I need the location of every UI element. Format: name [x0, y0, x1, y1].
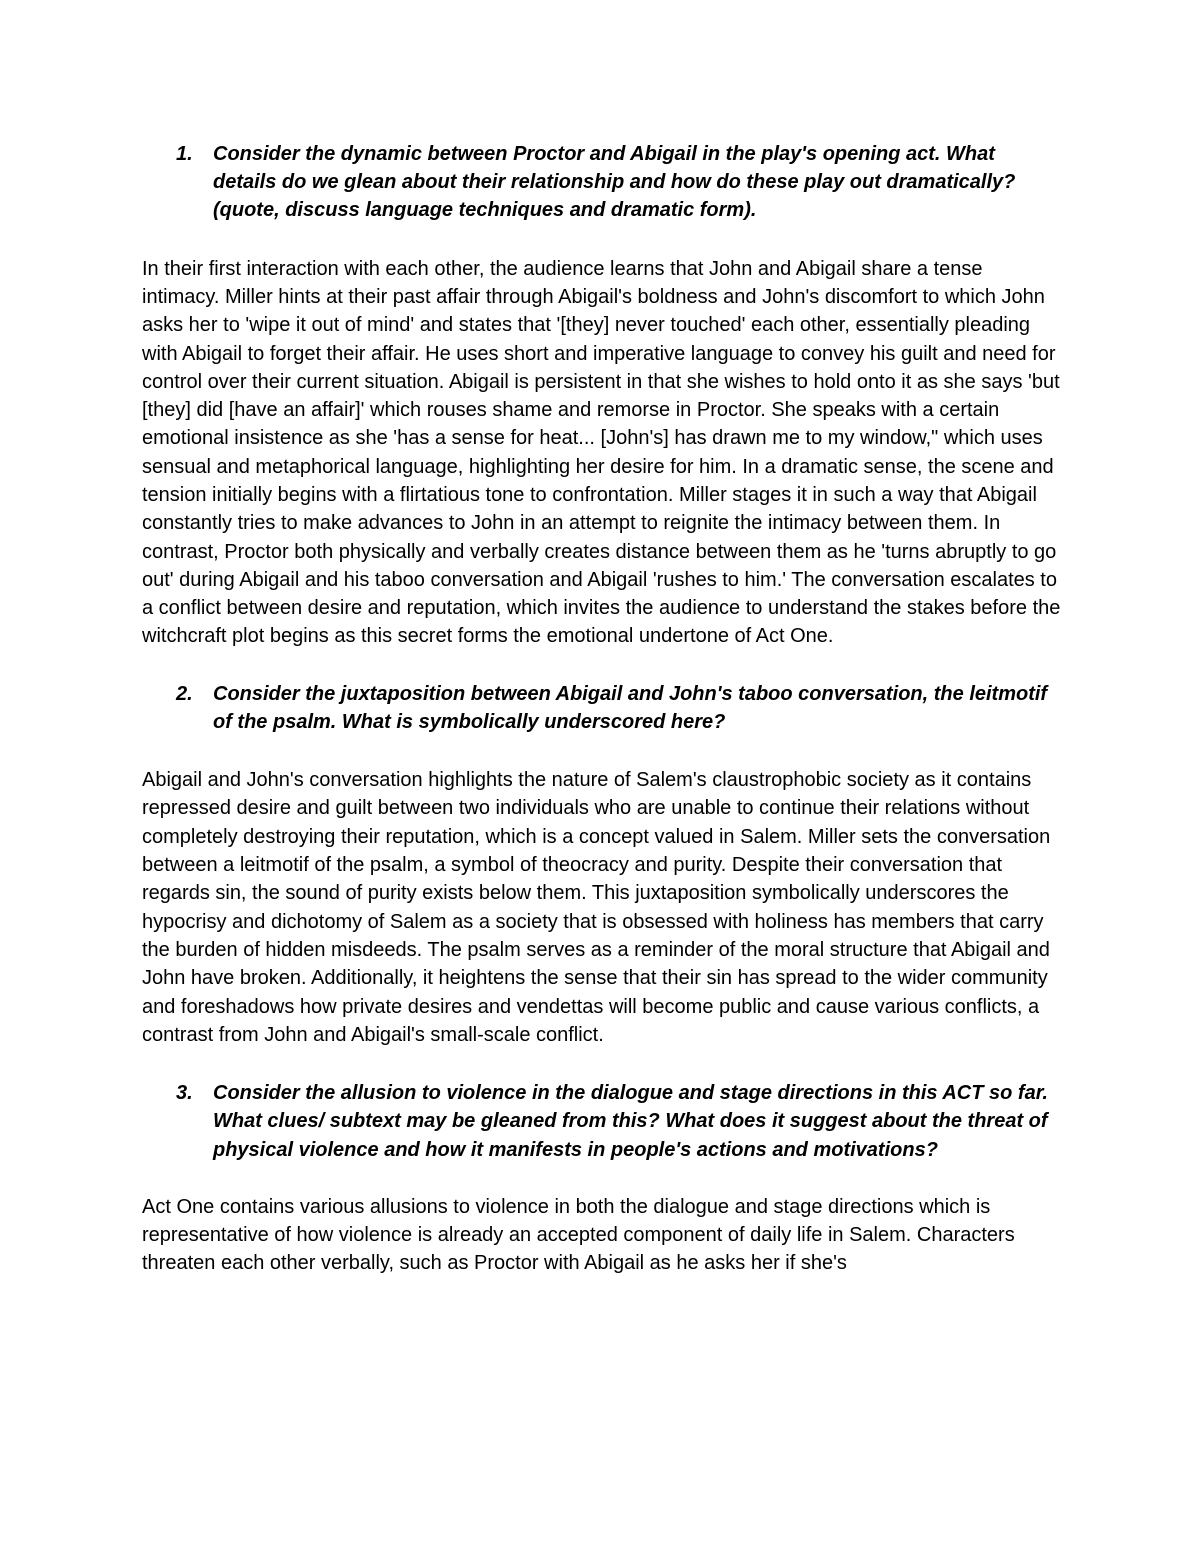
- question-3: [142, 1079, 1062, 1164]
- question-text: Consider the allusion to violence in the dialogue and stage directions in this ACT so far. What clues/ subtext may be gleaned from this? What does it suggest about the threat of physical violence and how it manifests in people's actions and motivations?: [213, 1082, 1048, 1161]
- answer-3: Act One contains various allusions to violence in both the dialogue and stage directions which is representative of how violence is already an accepted component of daily life in Salem. Characters threaten each other verbally, such as Proctor with Abigail as he asks her if she's: [142, 1195, 1015, 1275]
- question-text: Consider the dynamic between Proctor and Abigail in the play's opening act. What details do we glean about their relationship and how do these play out dramatically? (quote, discuss language techniques and dramatic form).: [213, 143, 1016, 222]
- answer-1: In their first interaction with each other, the audience learns that John and Abigail share a tense intimacy. Miller hints at their past affair through Abigail's boldness and John's discomfort to which John asks her to 'wipe it out of mind' and states that '[they] never touched' each other, essentially pleading with Abigail to forget their affair. He uses short and imperative language to convey his guilt and need for control over their current situation. Abigail is persistent in that she wishes to hold onto it as she says 'but [they] did [have an affair]' which rouses shame and remorse in Proctor. She speaks with a certain emotional insistence as she 'has a sense for heat... [John's] has drawn me to my window," which uses sensual and metaphorical language, highlighting her desire for him. In a dramatic sense, the scene and tension initially begins with a flirtatious tone to confrontation. Miller stages it in such a way that Abigail constantly tries to make advances to John in an attempt to reignite the intimacy between them. In contrast, Proctor both physically and verbally creates distance between them as he 'turns abruptly to go out' during Abigail and his taboo conversation and Abigail 'rushes to him.' The conversation escalates to a conflict between desire and reputation, which invites the audience to understand the stakes before the witchcraft plot begins as this secret forms the emotional undertone of Act One.: [142, 257, 1061, 648]
- question-number: 1.: [176, 143, 193, 165]
- question-2: [142, 680, 1062, 736]
- question-1: [142, 140, 1062, 225]
- answer-2: Abigail and John's conversation highlights the nature of Salem's claustrophobic society as it contains repressed desire and guilt between two individuals who are unable to continue their relations without completely destroying their reputation, which is a concept valued in Salem. Miller sets the conversation between a leitmotif of the psalm, a symbol of theocracy and purity. Despite their conversation that regards sin, the sound of purity exists below them. This juxtaposition symbolically underscores the hypocrisy and dichotomy of Salem as a society that is obsessed with holiness has members that carry the burden of hidden misdeeds. The psalm serves as a reminder of the moral structure that Abigail and John have broken. Additionally, it heightens the sense that their sin has spread to the wider community and foreshadows how private desires and vendettas will become public and cause various conflicts, a contrast from John and Abigail's small-scale conflict.: [142, 769, 1051, 1046]
- question-text: Consider the juxtaposition between Abigail and John's taboo conversation, the leitmotif of the psalm. What is symbolically underscored here?: [213, 682, 1048, 733]
- question-number: 3.: [176, 1082, 193, 1105]
- document-page: [142, 140, 1062, 1278]
- question-number: 2.: [176, 682, 193, 705]
